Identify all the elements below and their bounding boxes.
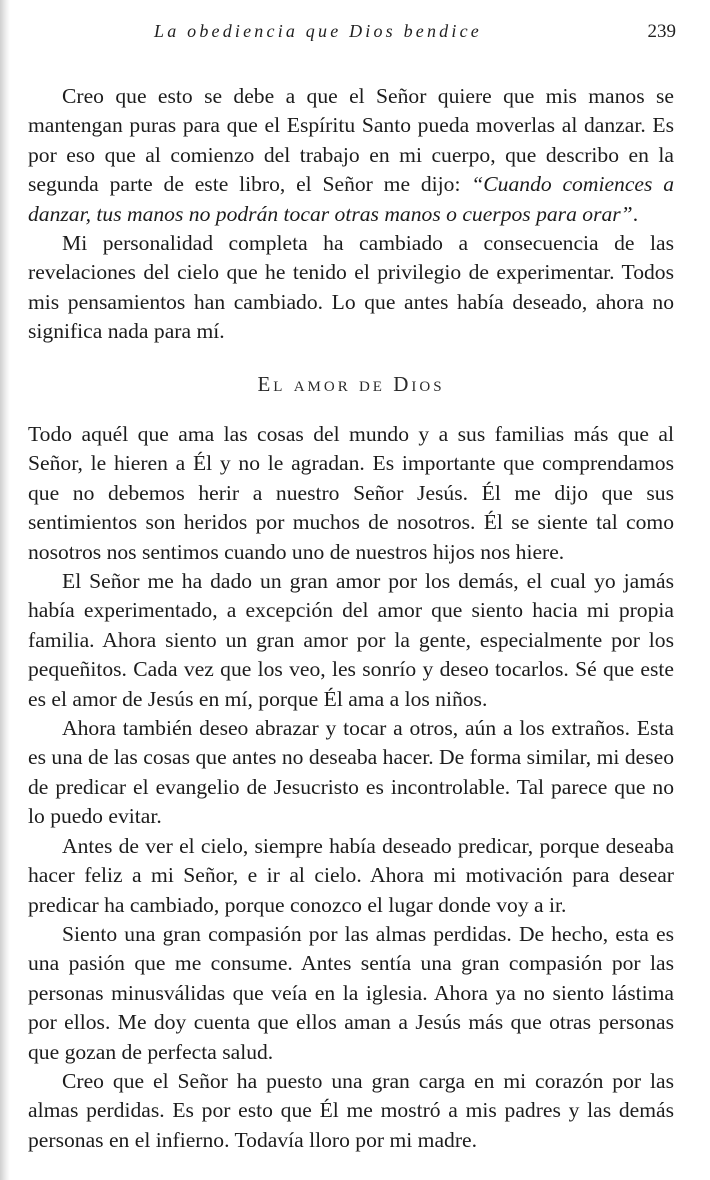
section-heading: El amor de Dios (257, 372, 445, 396)
page-number: 239 (647, 21, 676, 42)
running-title: La obediencia que Dios bendice (154, 21, 482, 41)
paragraph: Siento una gran compasión por las almas perdidas. De hecho, esta es una pasión que me consume. Antes sentía una gran compasión por las personas minusválidas que veía en la iglesia. Ahora ya no siento lástima por ellos. Me doy cuenta que ellos aman a Jesús más que otras personas que gozan de perfecta salud. (28, 921, 674, 1064)
body-text-bottom (28, 420, 674, 1155)
paragraph-tail: . (632, 201, 639, 226)
quoted-speech: “Cuando comiences a danzar, tus manos no podrán tocar otras manos o cuerpos para orar” (28, 172, 675, 226)
paragraph: Creo que el Señor ha puesto una gran carga en mi corazón por las almas perdidas. Es por esto que Él me mostró a mis padres y las demás personas en el infierno. Todavía lloro por mi madre. (28, 1068, 674, 1152)
paragraph: Antes de ver el cielo, siempre había deseado predicar, porque deseaba hacer feliz a mi Señor, e ir al cielo. Ahora mi motivación para desear predicar ha cambiado, porque conozco el lugar donde voy a ir. (28, 833, 674, 917)
body-text-top (28, 82, 674, 347)
paragraph: Ahora también deseo abrazar y tocar a otros, aún a los extraños. Esta es una de las cosas que antes no deseaba hacer. De forma similar, mi deseo de predicar el evangelio de Jesucristo es incontrolable. Tal parece que no lo puedo evitar. (28, 716, 674, 829)
paragraph (28, 82, 674, 229)
paragraph: Mi personalidad completa ha cambiado a consecuencia de las revelaciones del cielo que he tenido el privilegio de experimentar. Todos mis pensamientos han cambiado. Lo que antes había deseado, ahora no significa nada para mí. (28, 231, 674, 344)
running-header (28, 21, 678, 47)
paragraph: El Señor me ha dado un gran amor por los demás, el cual yo jamás había experimentado, a excepción del amor que siento hacia mi propia familia. Ahora siento un gran amor por la gente, especialmente por los pequeñitos. Cada vez que los veo, les sonrío y deseo tocarlos. Sé que este es el amor de Jesús en mí, porque Él ama a los niños. (28, 569, 674, 711)
page-edge-shadow (0, 0, 10, 1180)
paragraph-text: Creo que esto se debe a que el Señor quiere que mis manos se mantengan puras para que el Espíritu Santo pueda moverlas al danzar. Es por eso que al comienzo del trabajo en mi cuerpo, que describo en la segunda parte de este libro, el Señor me dijo: (28, 84, 674, 197)
paragraph: Todo aquél que ama las cosas del mundo y a sus familias más que al Señor, le hieren a Él y no le agradan. Es importante que comprendamos que no debemos herir a nuestro Señor Jesús. Él me dijo que sus sentimientos son heridos por muchos de nosotros. Él se siente tal como nosotros nos sentimos cuando uno de nuestros hijos nos hiere. (28, 422, 674, 564)
